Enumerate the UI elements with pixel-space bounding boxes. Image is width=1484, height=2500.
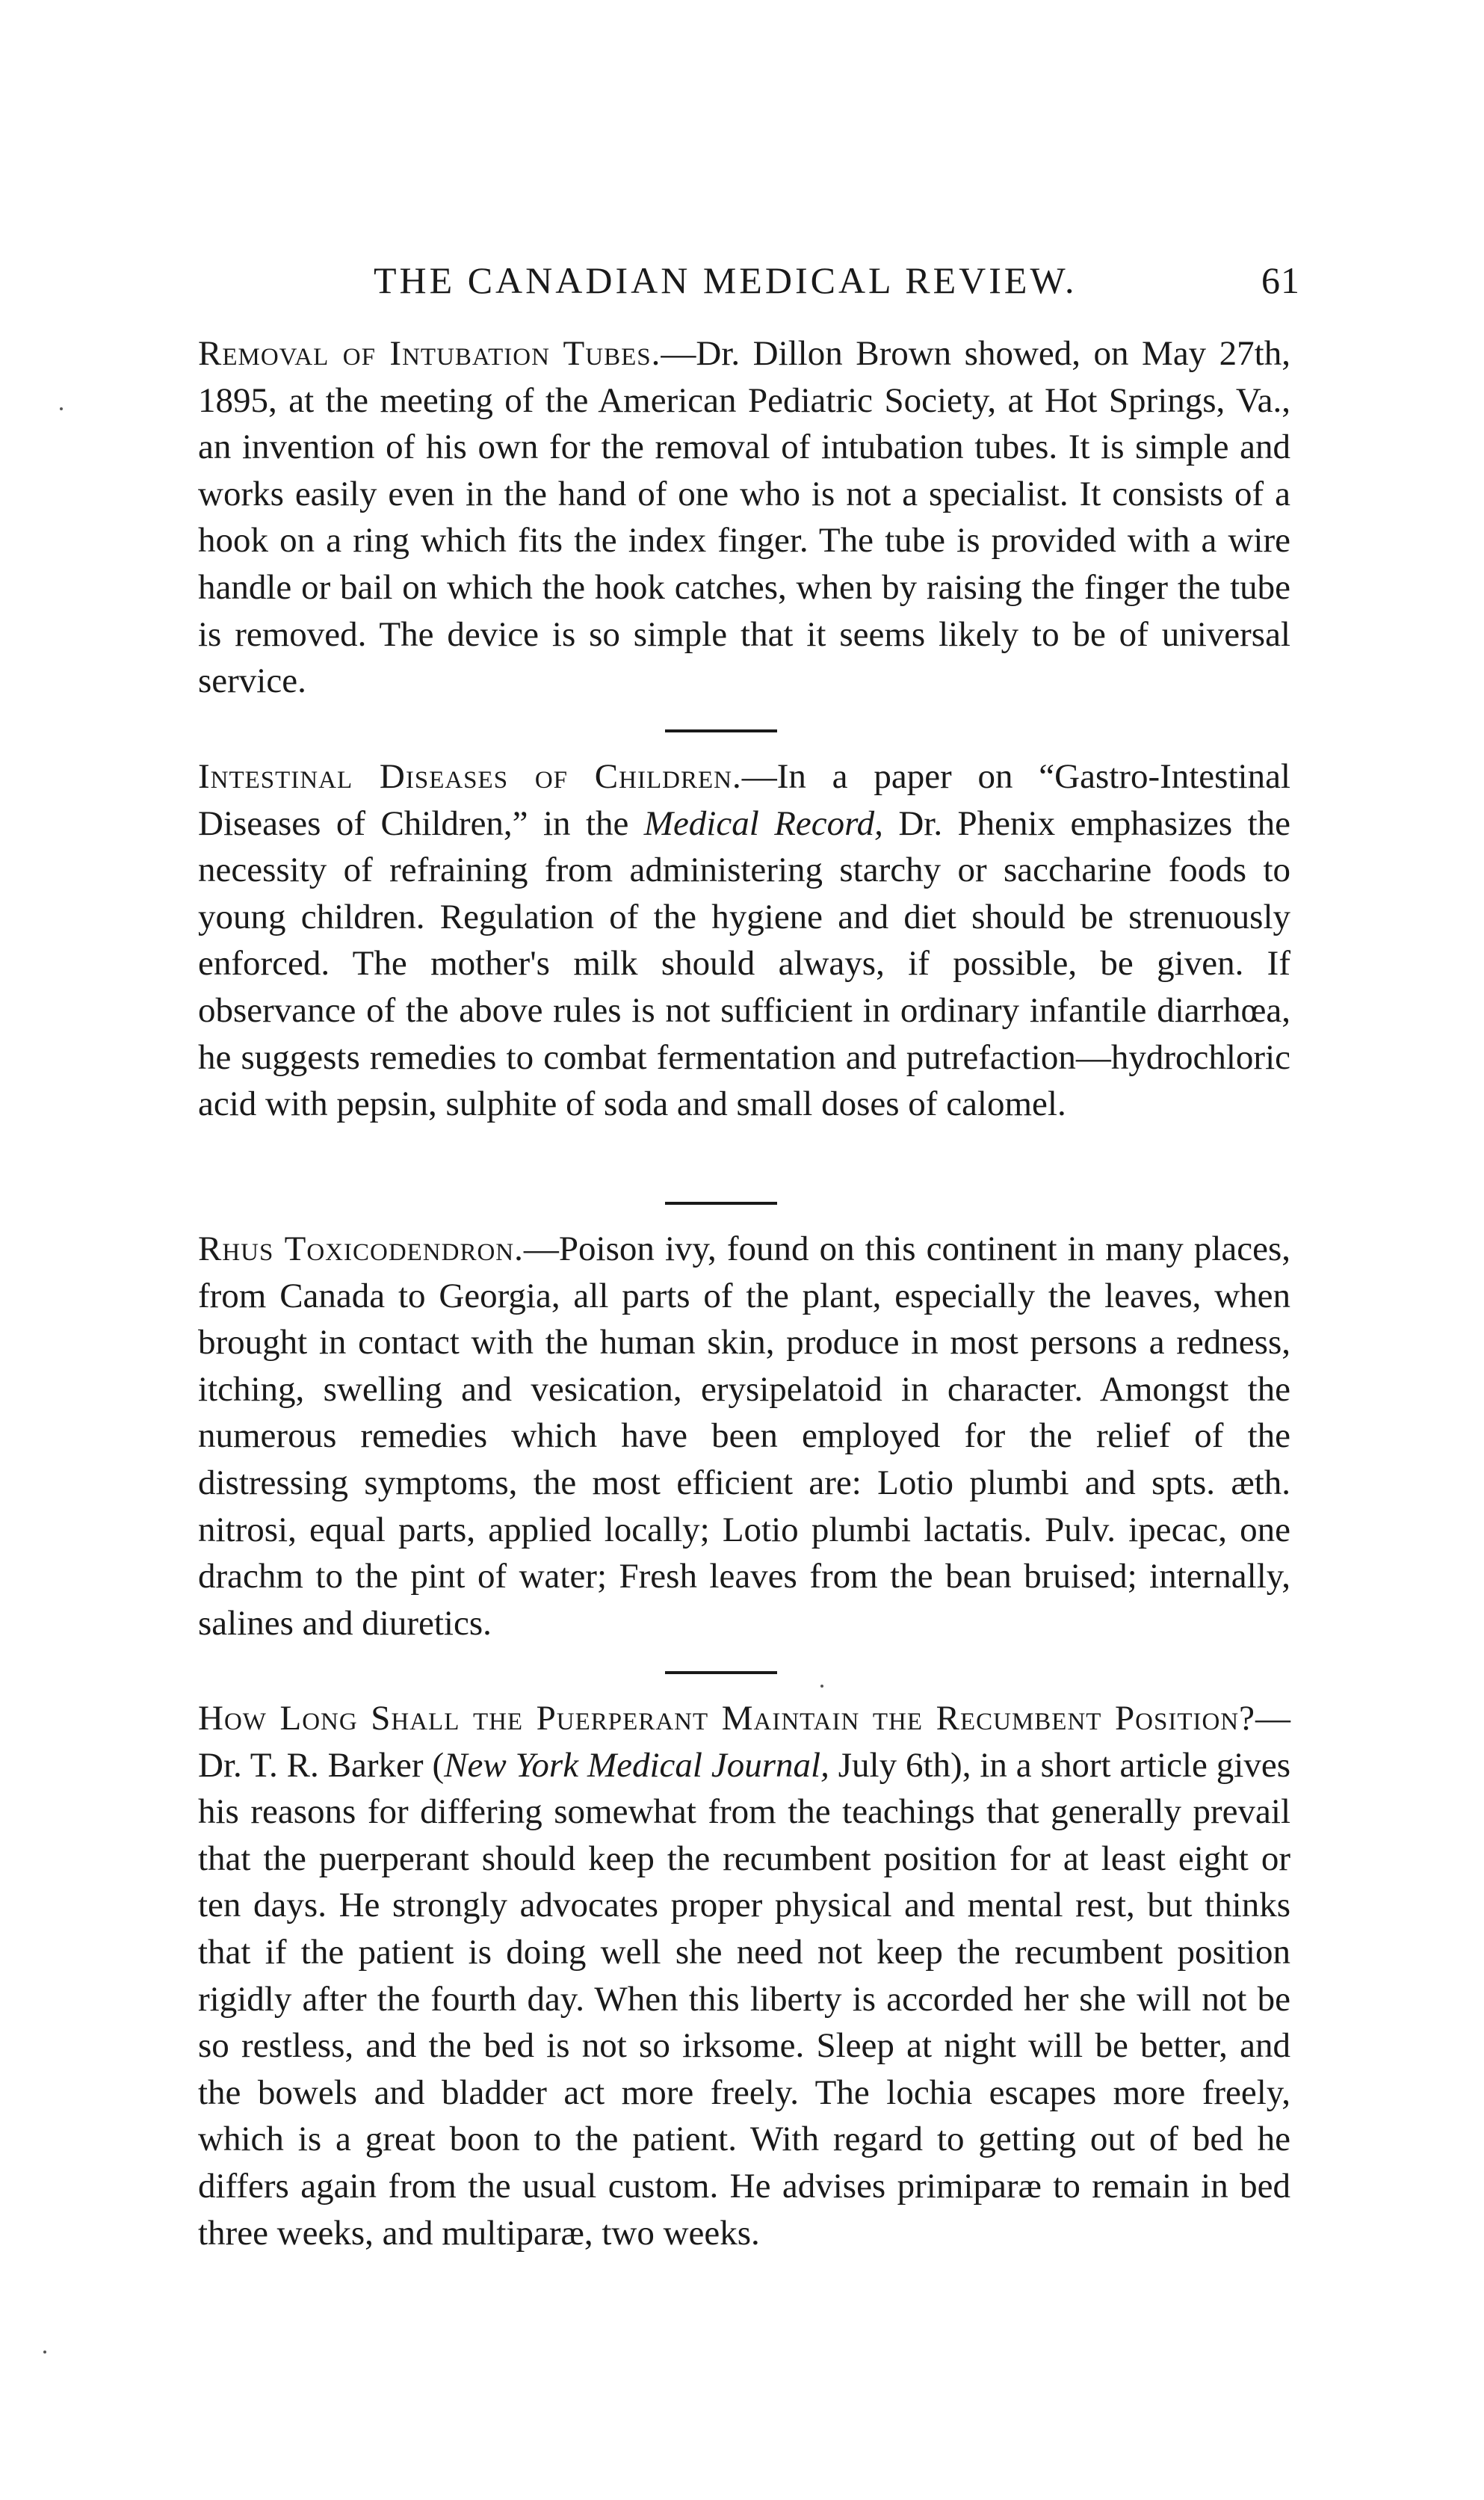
page-number: 61 bbox=[1261, 259, 1300, 301]
article-body-part: Dr. Phenix emphasizes the necessity of refraining from administering starchy or saccharine foods to young children. Regulation of the hygiene and diet should be strenuously enforced. The mother's milk should always, if possible, be given. If observance of the above rules is not sufficient in ordinary infantile diarrhœa, he suggests remedies to combat fermentation and putrefaction—hydrochloric acid with pepsin, sulphite of soda and small doses of calomel. bbox=[198, 803, 1290, 1124]
section-divider bbox=[665, 729, 777, 732]
article-rhus-toxicodendron bbox=[198, 1226, 1290, 1646]
scan-speck bbox=[60, 407, 63, 410]
article-puerperant-recumbent-position bbox=[198, 1695, 1290, 2256]
journal-title: THE CANADIAN MEDICAL REVIEW. bbox=[374, 259, 1078, 301]
article-paragraph bbox=[198, 1695, 1290, 2256]
section-divider bbox=[665, 1671, 777, 1674]
scan-speck bbox=[43, 2351, 46, 2354]
article-heading: Removal of Intubation Tubes. bbox=[198, 334, 661, 373]
article-body: —Dr. Dillon Brown showed, on May 27th, 1895, at the meeting of the American Pediatric Society, at Hot Springs, Va., an invention of his own for the removal of intubation tubes. It is simple and works easily even in the hand of one who is not a specialist. It consists of a hook on a ring which fits the index finger. The tube is provided with a wire handle or bail on which the hook catches, when by raising the finger the tube is removed. The device is so simple that it seems likely to be of universal service. bbox=[198, 334, 1290, 701]
article-heading: Intestinal Diseases of Children. bbox=[198, 757, 742, 796]
scan-speck bbox=[820, 1685, 823, 1688]
section-divider bbox=[665, 1202, 777, 1205]
article-paragraph bbox=[198, 753, 1290, 1128]
article-body-part: —Dr. T. R. Barker ( bbox=[198, 1699, 1290, 1785]
article-body-part: —In a paper on “Gastro-Intestinal Diseases of Children,” in the bbox=[198, 757, 1290, 843]
article-heading: Rhus Toxicodendron. bbox=[198, 1229, 524, 1268]
article-body: —Poison ivy, found on this continent in many places, from Canada to Georgia, all parts of the plant, especially the leaves, when brought in contact with the human skin, produce in most persons a redness, itching, swelling and vesication, erysipelatoid in character. Amongst the numerous remedies which have been employed for the relief of the distressing symptoms, the most efficient are: Lotio plumbi and spts. æth. nitrosi, equal parts, applied locally; Lotio plumbi lactatis. Pulv. ipecac, one drachm to the pint of water; Fresh leaves from the bean bruised; internally, salines and diuretics. bbox=[198, 1229, 1290, 1643]
journal-citation: Medical Record, bbox=[643, 803, 883, 843]
article-intestinal-diseases-of-children bbox=[198, 753, 1290, 1128]
article-paragraph bbox=[198, 1226, 1290, 1646]
running-head bbox=[374, 258, 1300, 303]
journal-citation: New York Medical Journal, bbox=[444, 1745, 829, 1785]
article-removal-of-intubation-tubes bbox=[198, 330, 1290, 705]
article-heading: How Long Shall the Puerperant Maintain the Recumbent Position? bbox=[198, 1699, 1255, 1738]
article-paragraph bbox=[198, 330, 1290, 705]
article-body-part: July 6th), in a short article gives his reasons for differing somewhat from the teachings that generally prevail that the puerperant should keep the recumbent position for at least eight or ten days. He strongly advocates proper physical and mental rest, but thinks that if the patient is doing well she need not keep the recumbent position rigidly after the fourth day. When this liberty is accorded her she will not be so restless, and the bed is not so irksome. Sleep at night will be better, and the bowels and bladder act more freely. The lochia escapes more freely, which is a great boon to the patient. With regard to getting out of bed he differs again from the usual custom. He advises primiparæ to remain in bed three weeks, and multiparæ, two weeks. bbox=[198, 1745, 1291, 2253]
